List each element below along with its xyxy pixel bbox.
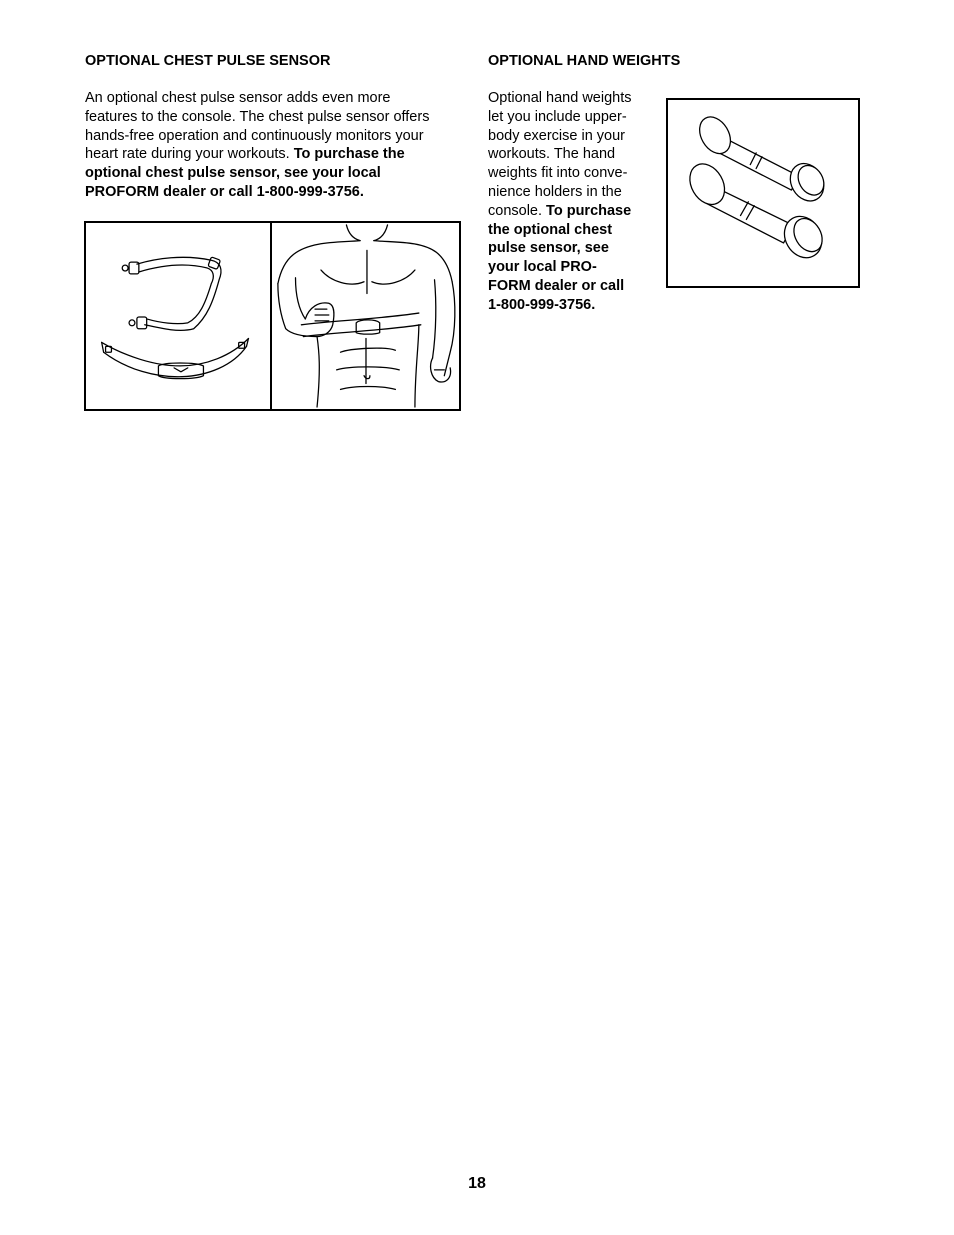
- person-wearing-strap-figure: [270, 221, 461, 411]
- chest-sensor-heading: OPTIONAL CHEST PULSE SENSOR: [85, 53, 331, 69]
- chest-strap-illustration: [86, 223, 270, 409]
- person-wearing-strap-illustration: [272, 223, 459, 409]
- text-line: pulse sensor, see: [488, 240, 609, 257]
- chest-strap-figure: [84, 221, 272, 411]
- dumbbells-illustration: [668, 100, 858, 286]
- text-line: optional chest pulse sensor, see your local: [85, 165, 381, 182]
- text-line: An optional chest pulse sensor adds even more: [85, 90, 391, 106]
- text-line: hands-free operation and continuously monitors your: [85, 127, 424, 144]
- text-line: features to the console. The chest pulse sensor offers: [85, 108, 430, 125]
- text-line: heart rate during your workouts. To purchase the: [85, 146, 405, 163]
- text-line: your local PRO-: [488, 259, 597, 276]
- text-line: FORM dealer or call: [488, 277, 625, 294]
- text-line: let you include upper-: [488, 108, 627, 125]
- page-number: 18: [468, 1175, 486, 1192]
- text-line: body exercise in your: [488, 127, 626, 144]
- text-line: the optional chest: [488, 221, 613, 238]
- hand-weights-figure: [666, 98, 860, 288]
- hand-weights-heading: OPTIONAL HAND WEIGHTS: [488, 53, 681, 69]
- text-line: 1-800-999-3756.: [488, 296, 596, 313]
- text-line: weights fit into conve-: [488, 165, 628, 182]
- text-line: PROFORM dealer or call 1-800-999-3756.: [85, 183, 364, 200]
- text-line: Optional hand weights: [488, 90, 632, 106]
- text-line: workouts. The hand: [488, 146, 616, 163]
- text-line: console. To purchase: [488, 202, 632, 219]
- text-line: nience holders in the: [488, 183, 622, 200]
- chest-sensor-paragraph: [85, 89, 429, 202]
- hand-weights-paragraph: [488, 89, 632, 315]
